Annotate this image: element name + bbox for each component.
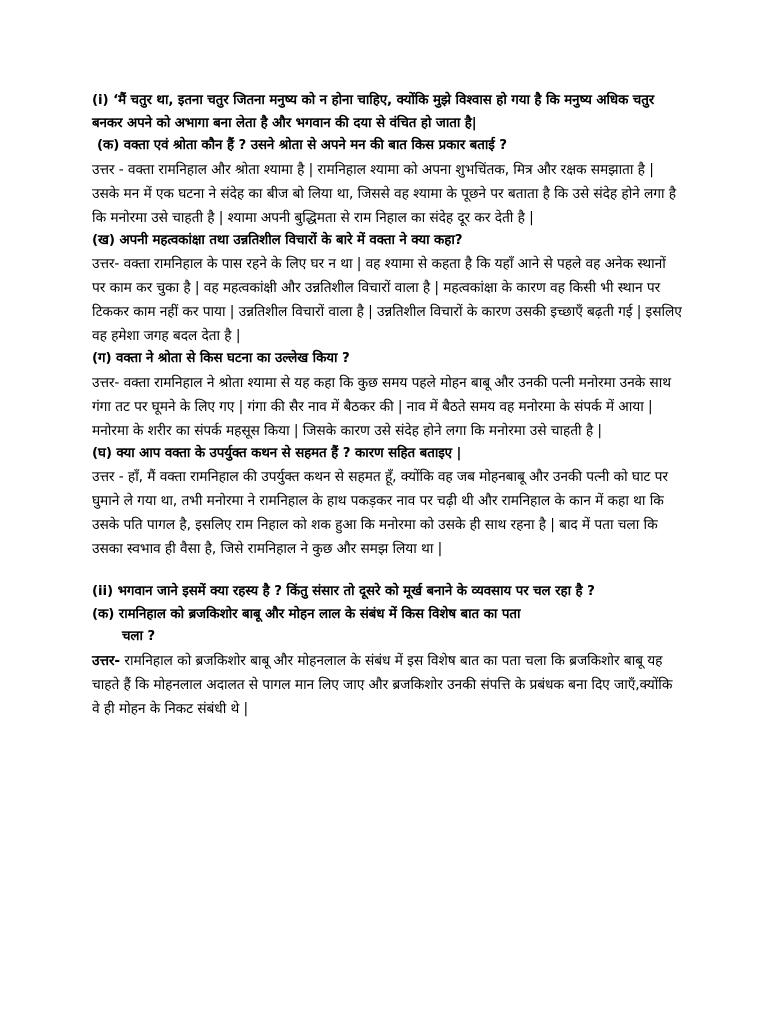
answer-label: उत्तर- xyxy=(92,652,121,669)
passage-2-quote: (ii) भगवान जाने इसमें क्या रहस्य है ? किंतु संसार तो दूसरे को मूर्ख बनाने के व्यवसाय पर चल रहा है ? xyxy=(92,584,595,599)
passage-1-quote: (i) ‘मैं चतुर था, इतना चतुर जितना मनुष्य को न होना चाहिए, क्योंकि मुझे विश्वास हो गया है कि मनुष्य अधिक चतुर बनकर अपने को अभागा बना लेता है और भगवान की दया से वंचित हो जाता है| xyxy=(92,93,655,131)
answer-1-ga: उत्तर- वक्ता रामनिहाल ने श्रोता श्यामा से यह कहा कि कुछ समय पहले मोहन बाबू और उनकी पत्नी मनोरमा उनके साथ गंगा तट पर घूमने के लिए गए | गंगा की सैर नाव में बैठकर की | नाव में बैठते समय वह मनोरमा के संपर्क में आया | मनोरमा के शरीर का संपर्क महसूस किया | जिसके कारण उसे संदेह होने लगा कि मनोरमा उसे चाहती है | xyxy=(92,374,671,439)
question-1-kha: (ख) अपनी महत्वकांक्षा तथा उन्नतिशील विचारों के बारे में वक्ता ने क्या कहा? xyxy=(92,232,463,248)
answer-1-ka: उत्तर - वक्ता रामनिहाल और श्रोता श्यामा है | रामनिहाल श्यामा को अपना शुभचिंतक, मित्र और रक्षक समझाता है | उसके मन में एक घटना ने संदेह का बीज बो लिया था, जिससे वह श्यामा के पूछने पर बताता है कि उसे संदेह होने लगा है कि मनोरमा उसे चाहती है | श्यामा अपनी बुद्धिमता से राम निहाल का संदेह दूर कर देती है | xyxy=(92,161,677,226)
answer-1-kha: उत्तर- वक्ता रामनिहाल के पास रहने के लिए घर न था | वह श्यामा से कहता है कि यहाँ आने से पहले वह अनेक स्थानों पर काम कर चुका है | वह महत्वकांक्षी और उन्नतिशील विचारों वाला है | महत्वकांक्षा के कारण वह किसी भी स्थान पर टिककर काम नहीं कर पाया | उन्नतिशील विचारों वाला है | उन्नतिशील विचारों के कारण उसकी इच्छाएँ बढ़ती गई | इसलिए वह हमेशा जगह बदल देता है | xyxy=(92,256,682,344)
answer-2-ka xyxy=(92,649,682,721)
section-spacer xyxy=(92,561,682,581)
answer-2-ka-text: रामनिहाल को ब्रजकिशोर बाबू और मोहनलाल के संबंध में इस विशेष बात का पता चला कि ब्रजकिशोर बाबू यह चाहते हैं कि मोहनलाल अदालत से पागल मान लिए जाए और ब्रजकिशोर उनकी संपत्ति के प्रबंधक बना दिए जाएँ,क्योंकि वे ही मोहन के निकट संबंधी थे | xyxy=(92,652,673,717)
question-1-ga: (ग) वक्ता ने श्रोता से किस घटना का उल्लेख किया ? xyxy=(92,351,350,366)
question-1-gha: (घ) क्या आप वक्ता के उपर्युक्त कथन से सहमत हैं ? कारण सहित बताइए | xyxy=(92,445,462,461)
document-page xyxy=(92,90,682,721)
question-2-ka-line-2: चला ? xyxy=(122,629,156,644)
question-2-ka-line-1: (क) रामनिहाल को ब्रजकिशोर बाबू और मोहन लाल के संबंध में किस विशेष बात का पता xyxy=(92,606,521,622)
question-1-ka: (क) वक्ता एवं श्रोता कौन हैं ? उसने श्रोता से अपने मन की बात किस प्रकार बताई ? xyxy=(97,138,507,153)
answer-1-gha: उत्तर - हाँ, मैं वक्ता रामनिहाल की उपर्युक्त कथन से सहमत हूँ, क्योंकि वह जब मोहनबाबू और उनकी पत्नी को घाट पर घुमाने ले गया था, तभी मनोरमा ने रामनिहाल के हाथ पकड़कर नाव पर चढ़ी थी और रामनिहाल के कान में कहा था कि उसके पति पागल है, इसलिए राम निहाल को शक हुआ कि मनोरमा को उसके ही साथ रहना है | बाद में पता चला कि उसका स्वभाव ही वैसा है, जिसे रामनिहाल ने कुछ और समझ लिया था | xyxy=(92,469,668,557)
